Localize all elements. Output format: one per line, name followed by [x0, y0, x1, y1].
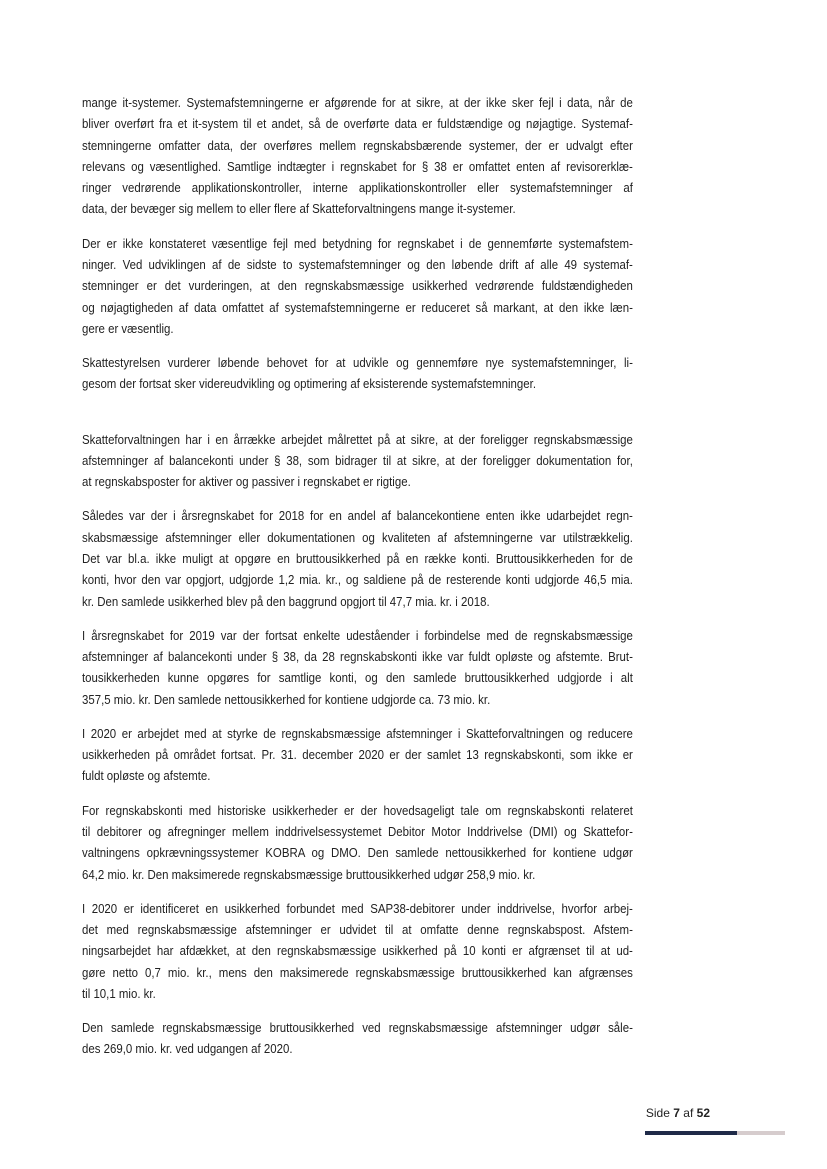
text-line: gesom der fortsat sker videreudvikling og optimering af eksisterende systemafstemninger.	[82, 376, 537, 392]
text-line: Den samlede regnskabsmæssige bruttousikkerhed ved regnskabsmæssige afstemninger udgør såle-	[82, 1020, 633, 1036]
text-line: 64,2 mio. kr. Den maksimerede regnskabsmæssige bruttousikkerhed udgør 258,9 mio. kr.	[82, 866, 536, 882]
paragraph	[82, 429, 633, 493]
text-line: I 2020 er arbejdet med at styrke de regnskabsmæssige afstemninger i Skatteforvaltningen og reducere	[82, 725, 633, 741]
text-line: I 2020 er identificeret en usikkerhed forbundet med SAP38-debitorer under inddrivelse, hvorfor arbej-	[82, 900, 633, 916]
text-line: Skatteforvaltningen har i en årrække arbejdet målrettet på at sikre, at der foreligger regnskabsmæssige	[82, 431, 633, 447]
text-line: stemninger er det vurderingen, at den regnskabsmæssige usikkerhed vedrørende fuldstændigheden	[82, 278, 633, 294]
page-label: Side	[645, 1106, 670, 1120]
text-line: Således var der i årsregnskabet for 2018 for en andel af balancekontiene enten ikke udarbejdet regn-	[82, 508, 633, 524]
text-line: For regnskabskonti med historiske usikkerheder er der hovedsageligt tale om regnskabskonti relateret	[82, 802, 633, 818]
text-line: valtningens opkrævningssystemer KOBRA og DMO. Den samlede nettousikkerhed for kontiene udgør	[82, 845, 633, 861]
text-line: stemningerne omfatter data, der overføres mellem regnskabsbærende systemer, der er udvalgt efter	[82, 137, 633, 153]
current-page-number: 7	[673, 1106, 680, 1120]
text-line: I årsregnskabet for 2019 var der fortsat enkelte udeståender i forbindelse med de regnskabsmæssige	[82, 627, 633, 643]
paragraph	[82, 625, 633, 710]
text-line: det med regnskabsmæssige afstemninger er udvidet til at omfatte denne regnskabspost. Afstem-	[82, 922, 633, 938]
text-line: Skattestyrelsen vurderer løbende behovet for at udvikle og gennemføre nye systemafstemninger, li-	[82, 355, 633, 371]
paragraph	[82, 92, 633, 220]
page-of-label: af	[683, 1106, 694, 1120]
text-line: relevans og væsentlighed. Samtlige indtægter i regnskabet for § 38 er omfattet enten af revisorerklæ-	[82, 158, 633, 174]
paragraph	[82, 898, 633, 1004]
paragraph	[82, 1017, 633, 1060]
text-line: fuldt opløste og afstemte.	[82, 768, 211, 784]
paragraph	[82, 352, 633, 395]
text-line: data, der bevæger sig mellem to eller flere af Skatteforvaltningens mange it-systemer.	[82, 201, 516, 217]
text-line: skabsmæssige afstemninger eller dokumentationen og kvaliteten af afstemningerne var utilstrækkelig.	[82, 529, 633, 545]
text-line: ninger. Ved udviklingen af de sidste to systemafstemninger og den løbende drift af alle 49 systemaf-	[82, 256, 633, 272]
total-pages-number: 52	[696, 1106, 710, 1120]
text-line: Der er ikke konstateret væsentlige fejl med betydning for regnskabet i de gennemførte systemafstem-	[82, 235, 633, 251]
text-line: ringer vedrørende applikationskontroller, interne applikationskontroller eller systemafstemninger af	[82, 180, 633, 196]
paragraph	[82, 800, 633, 885]
text-line: til 10,1 mio. kr.	[82, 985, 156, 1001]
text-line: Det var bl.a. ikke muligt at opgøre en bruttousikkerhed på en række konti. Bruttousikkerheden for de	[82, 551, 633, 567]
text-line: ningsarbejdet har afdækket, at den regnskabsmæssige usikkerhed på 10 konti er afgrænset til at ud-	[82, 943, 633, 959]
text-line: kr. Den samlede usikkerhed blev på den baggrund opgjort til 47,7 mia. kr. i 2018.	[82, 593, 490, 609]
text-line: gøre netto 0,7 mio. kr., mens den maksimerede regnskabsmæssige bruttousikkerhed kan afgrænses	[82, 964, 633, 980]
paragraph	[82, 723, 633, 787]
paragraph	[82, 233, 633, 339]
text-line: afstemninger af balancekonti under § 38, som bidrager til at sikre, at der foreligger dokumentation for,	[82, 452, 633, 468]
text-line: tousikkerheden kunne opgøres for samtlige konti, og den samlede bruttousikkerhed udgjorde i alt	[82, 670, 633, 686]
footer-bar-light	[737, 1131, 785, 1135]
text-line: des 269,0 mio. kr. ved udgangen af 2020.	[82, 1041, 293, 1057]
text-line: afstemninger af balancekonti under § 38, da 28 regnskabskonti ikke var fuldt opløste og afstemte. Brut-	[82, 649, 633, 665]
text-line: gere er væsentlig.	[82, 320, 174, 336]
text-line: bliver overført fra et it-system til et andet, så de overførte data er fuldstændige og nøjagtige. Systemaf-	[82, 116, 633, 132]
text-line: til debitorer og afregninger mellem inddrivelsessystemet Debitor Motor Inddrivelse (DMI) og Skattefor-	[82, 823, 633, 839]
text-line: og nøjagtigheden af data omfattet af systemafstemningerne er reduceret så markant, at den ikke læn-	[82, 299, 633, 315]
text-line: usikkerheden på området fortsat. Pr. 31. december 2020 er der samlet 13 regnskabskonti, som ikke er	[82, 747, 633, 763]
text-line: konti, hvor den var opgjort, udgjorde 1,2 mia. kr., og saldiene på de resterende konti udgjorde 46,5 mia.	[82, 572, 633, 588]
paragraph	[82, 505, 633, 611]
text-line: mange it-systemer. Systemafstemningerne er afgørende for at sikre, at der ikke sker fejl i data, når de	[82, 95, 633, 110]
text-line: at regnskabsposter for aktiver og passiver i regnskabet er rigtige.	[82, 474, 411, 490]
page-number-indicator	[646, 1105, 710, 1121]
text-line: 357,5 mio. kr. Den samlede nettousikkerhed for kontiene udgjorde ca. 73 mio. kr.	[82, 691, 491, 707]
body-text	[82, 92, 633, 1073]
footer-bar-dark	[645, 1131, 737, 1135]
